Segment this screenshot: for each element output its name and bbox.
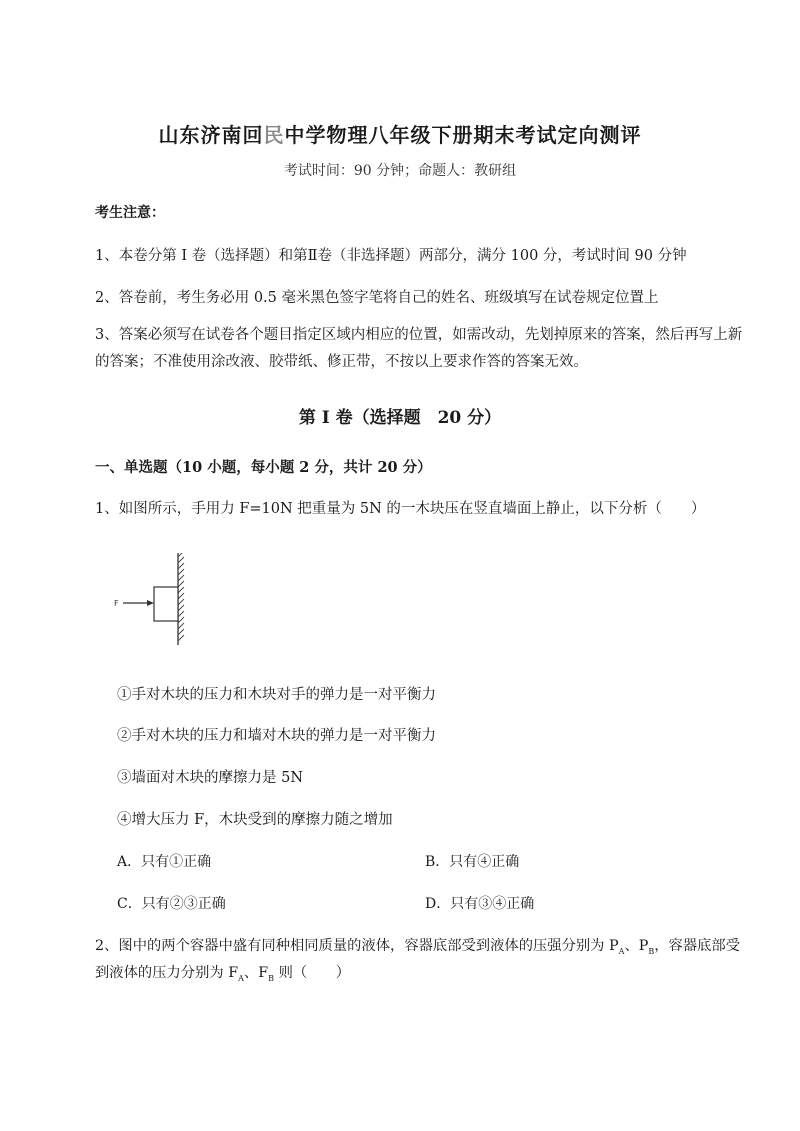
- option-a: A．只有①正确: [117, 854, 212, 870]
- notice-item-1: 1、本卷分第 I 卷（选择题）和第Ⅱ卷（非选择题）两部分，满分 100 分，考试时间 90 分钟: [95, 248, 687, 264]
- section-title: 第 I 卷（选择题 20 分）: [298, 408, 502, 428]
- option-c: C．只有②③正确: [117, 896, 226, 912]
- page-title: [0, 119, 800, 148]
- option-d: D．只有③④正确: [425, 896, 535, 912]
- notice-heading: 考生注意：: [95, 205, 165, 221]
- part-heading: 一、单选题（10 小题，每小题 2 分，共计 20 分）: [95, 459, 432, 476]
- question-2-line-1: 2、图中的两个容器中盛有同种相同质量的液体，容器底部受到液体的压强分别为 $P_A$、$P_B$，容器底部受: [95, 938, 741, 956]
- title-text-1: 山东济南回: [158, 123, 264, 147]
- exam-info: 考试时间：90 分钟；命题人：教研组: [283, 163, 517, 179]
- statement-3: ③墙面对木块的摩擦力是 5N: [117, 770, 304, 786]
- question-2-line-2: 到液体的压力分别为 $F_A$、$F_B$ 则（ ）: [95, 965, 351, 983]
- statement-4: ④增大压力 F，木块受到的摩擦力随之增加: [117, 812, 393, 828]
- option-b: B．只有④正确: [425, 854, 520, 870]
- statement-1: ①手对木块的压力和木块对手的弹力是一对平衡力: [117, 687, 436, 703]
- force-wall-diagram: [112, 553, 204, 645]
- title-text-2: 中学物理八年级下册期末考试定向测评: [284, 123, 642, 147]
- question-1-stem: 1、如图所示，手用力 F=10N 把重量为 5N 的一木块压在竖直墙面上静止，以下分析（ ）: [95, 501, 706, 517]
- force-label: F: [114, 599, 119, 608]
- notice-item-3: 3、答案必须写在试卷各个题目指定区域内相应的位置，如需改动，先划掉原来的答案，然后再写上新的答案；不准使用涂改液、胶带纸、修正带，不按以上要求作答的答案无效。: [95, 327, 743, 370]
- statement-2: ②手对木块的压力和墙对木块的弹力是一对平衡力: [117, 728, 436, 744]
- title-text-gray: 民: [263, 123, 285, 147]
- notice-item-2: 2、答卷前，考生务必用 0.5 毫米黑色签字笔将自己的姓名、班级填写在试卷规定位置上: [95, 290, 659, 306]
